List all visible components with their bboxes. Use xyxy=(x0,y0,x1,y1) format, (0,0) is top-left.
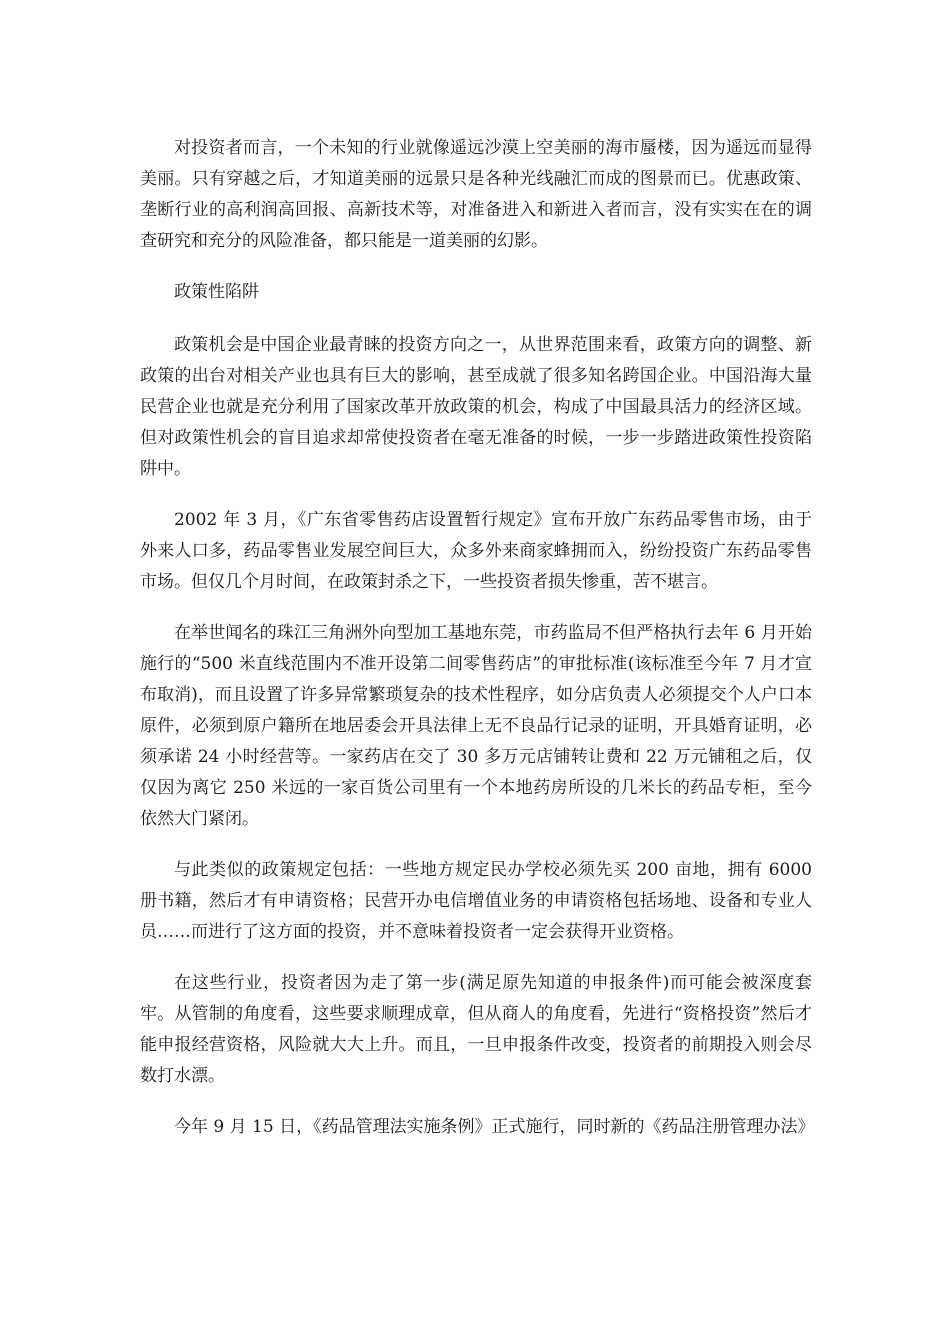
section-heading: 政策性陷阱 xyxy=(174,282,259,302)
paragraph-guangdong-2002: 2002 年 3 月，《广东省零售药店设置暂行规定》宣布开放广东药品零售市场，由于外来人口多，药品零售业发展空间巨大，众多外来商家蜂拥而入，纷纷投资广东药品零售市场。但仅几个月时间，在政策封杀之下，一些投资者损失惨重，苦不堪言。 xyxy=(140,510,812,592)
paragraph-intro: 对投资者而言，一个未知的行业就像遥远沙漠上空美丽的海市蜃楼，因为遥远而显得美丽。只有穿越之后，才知道美丽的远景只是各种光线融汇而成的图景而已。优惠政策、垄断行业的高利润高回报、高新技术等，对准备进入和新进入者而言，没有实实在在的调查研究和充分的风险准备，都只能是一道美丽的幻影。 xyxy=(140,138,812,251)
paragraph-industry-risk: 在这些行业，投资者因为走了第一步(满足原先知道的申报条件)而可能会被深度套牢。从管制的角度看，这些要求顺理成章，但从商人的角度看，先进行“资格投资”然后才能申报经营资格，风险就大大上升。而且，一旦申报条件改变，投资者的前期投入则会尽数打水漂。 xyxy=(140,973,812,1086)
document-body xyxy=(140,133,815,1163)
paragraph-regulation-sep15: 今年 9 月 15 日，《药品管理法实施条例》正式施行，同时新的《药品注册管理办法》 xyxy=(174,1117,815,1137)
paragraph-similar-policies: 与此类似的政策规定包括：一些地方规定民办学校必须先买 200 亩地，拥有 6000 册书籍，然后才有申请资格；民营开办电信增值业务的申请资格包括场地、设备和专业人员……而进行了这方面的投资，并不意味着投资者一定会获得开业资格。 xyxy=(140,860,812,942)
paragraph-policy-opportunity: 政策机会是中国企业最青睐的投资方向之一，从世界范围来看，政策方向的调整、新政策的出台对相关产业也具有巨大的影响，甚至成就了很多知名跨国企业。中国沿海大量民营企业也就是充分利用了国家改革开放政策的机会，构成了中国最具活力的经济区域。但对政策性机会的盲目追求却常使投资者在毫无准备的时候，一步一步踏进政策性投资陷阱中。 xyxy=(140,335,812,479)
paragraph-dongguan: 在举世闻名的珠江三角洲外向型加工基地东莞，市药监局不但严格执行去年 6 月开始施行的“500 米直线范围内不准开设第二间零售药店”的审批标准(该标准至今年 7 月才宣布取消)，而且设置了许多异常繁琐复杂的技术性程序，如分店负责人必须提交个人户口本原件，必须到原户籍所在地居委会开具法律上无不良品行记录的证明，开具婚育证明，必须承诺 24 小时经营等。一家药店在交了 30 多万元店铺转让费和 22 万元铺租之后，仅仅因为离它 250 米远的一家百货公司里有一个本地药房所设的几米长的药品专柜，至今依然大门紧闭。 xyxy=(140,623,812,829)
